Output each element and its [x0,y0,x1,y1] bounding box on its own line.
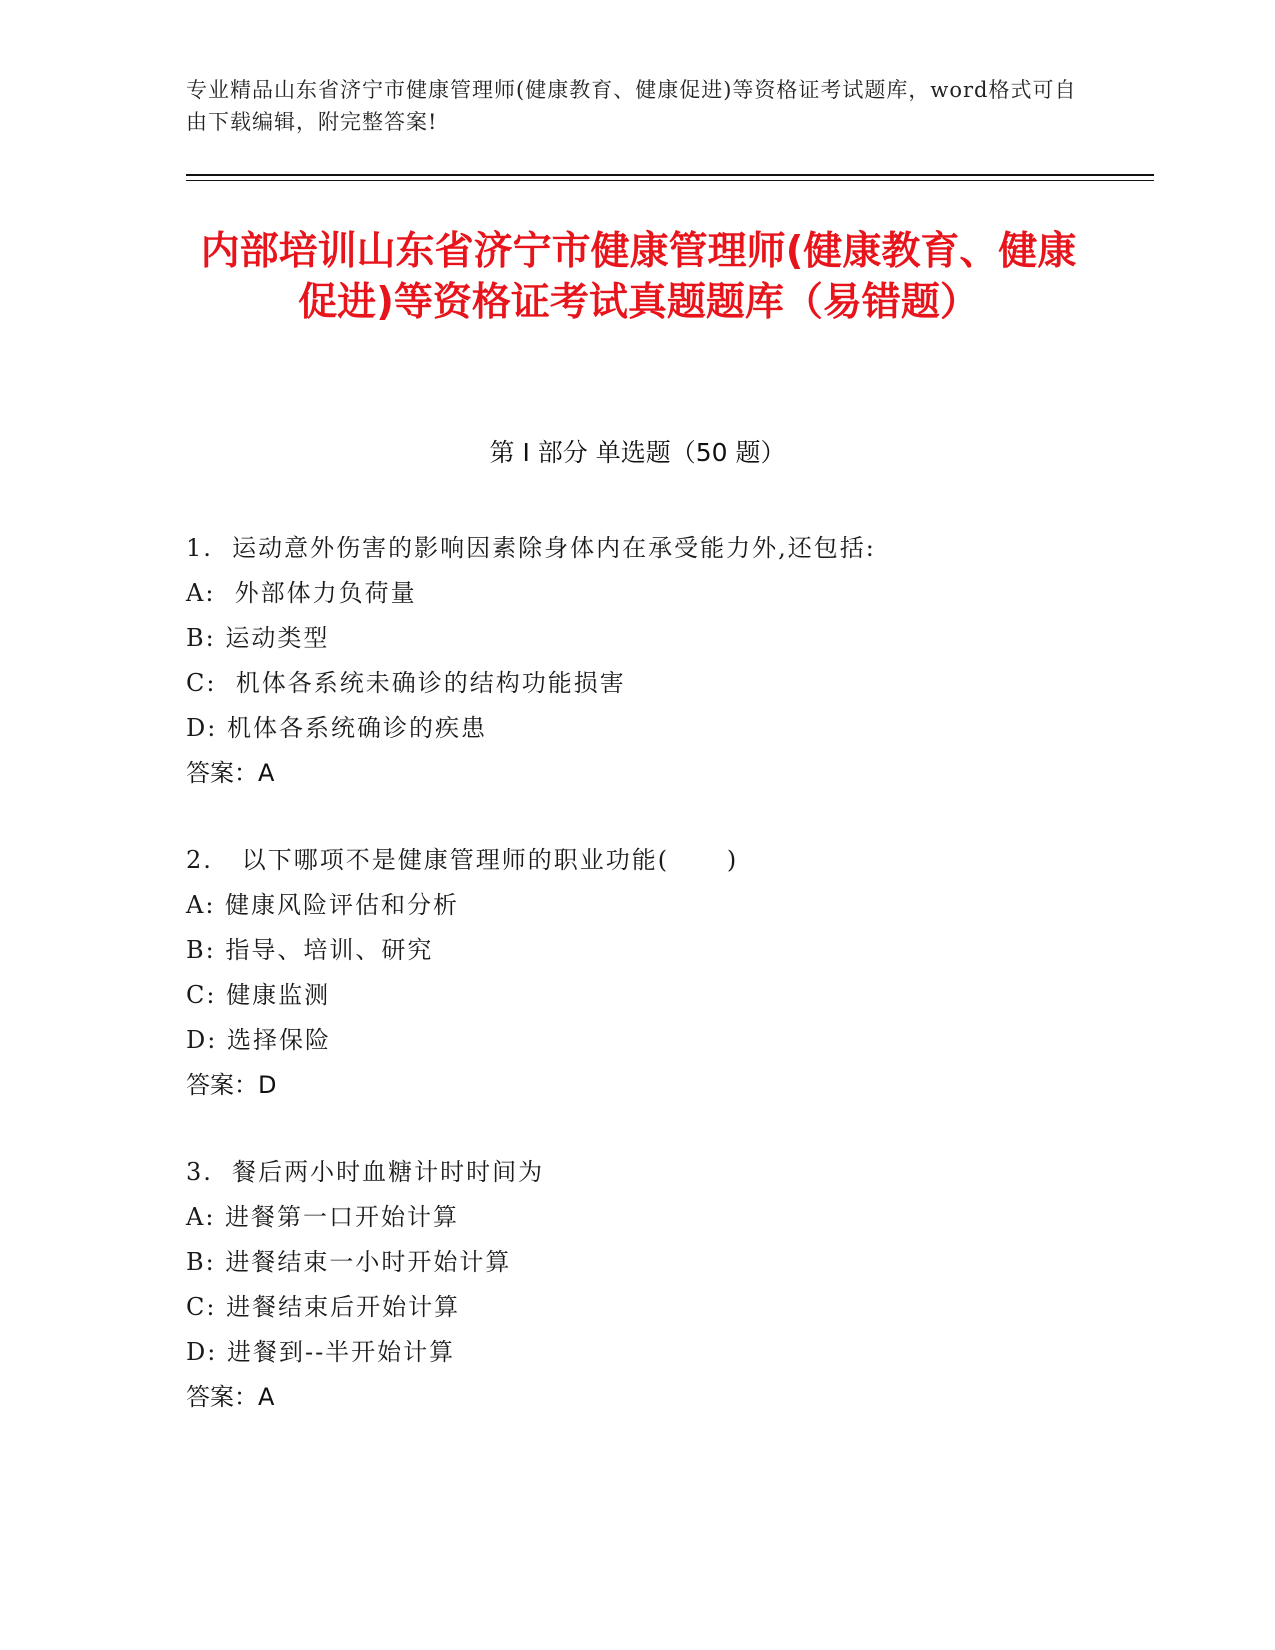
option-c: C: 进餐结束后开始计算 [186,1293,461,1321]
section-title: 第 I 部分 单选题（50 题） [489,438,786,467]
answer: 答案：A [186,1383,275,1411]
question-stem: 2. 以下哪项不是健康管理师的职业功能( ) [186,846,739,874]
header-rule-thin [186,180,1154,181]
option-d: D: 机体各系统确诊的疾患 [186,714,487,742]
answer: 答案：D [186,1071,277,1099]
option-c: C: 健康监测 [186,981,331,1009]
question-1 [186,526,1106,796]
answer: 答案：A [186,759,275,787]
option-c: C: 机体各系统未确诊的结构功能损害 [186,669,626,697]
option-b: B: 指导、培训、研究 [186,936,434,964]
document-title: 内部培训山东省济宁市健康管理师(健康教育、健康促进)等资格证考试真题题库（易错题） [200,229,1077,325]
option-a: A: 健康风险评估和分析 [186,891,460,919]
option-b: B: 进餐结束一小时开始计算 [186,1248,512,1276]
question-3 [186,1150,1106,1420]
option-d: D: 进餐到--半开始计算 [186,1338,456,1366]
question-stem: 1. 运动意外伤害的影响因素除身体内在承受能力外,还包括: [186,534,876,562]
option-a: A: 进餐第一口开始计算 [186,1203,460,1231]
question-2 [186,838,1106,1108]
option-b: B: 运动类型 [186,624,330,652]
question-stem: 3. 餐后两小时血糖计时时间为 [186,1158,545,1186]
question-list [186,526,1106,1462]
option-a: A: 外部体力负荷量 [186,579,417,607]
header-rule-thick [186,174,1154,176]
header-note: 专业精品山东省济宁市健康管理师(健康教育、健康促进)等资格证考试题库，word格式可自由下载编辑，附完整答案! [186,78,1077,134]
option-d: D: 选择保险 [186,1026,331,1054]
